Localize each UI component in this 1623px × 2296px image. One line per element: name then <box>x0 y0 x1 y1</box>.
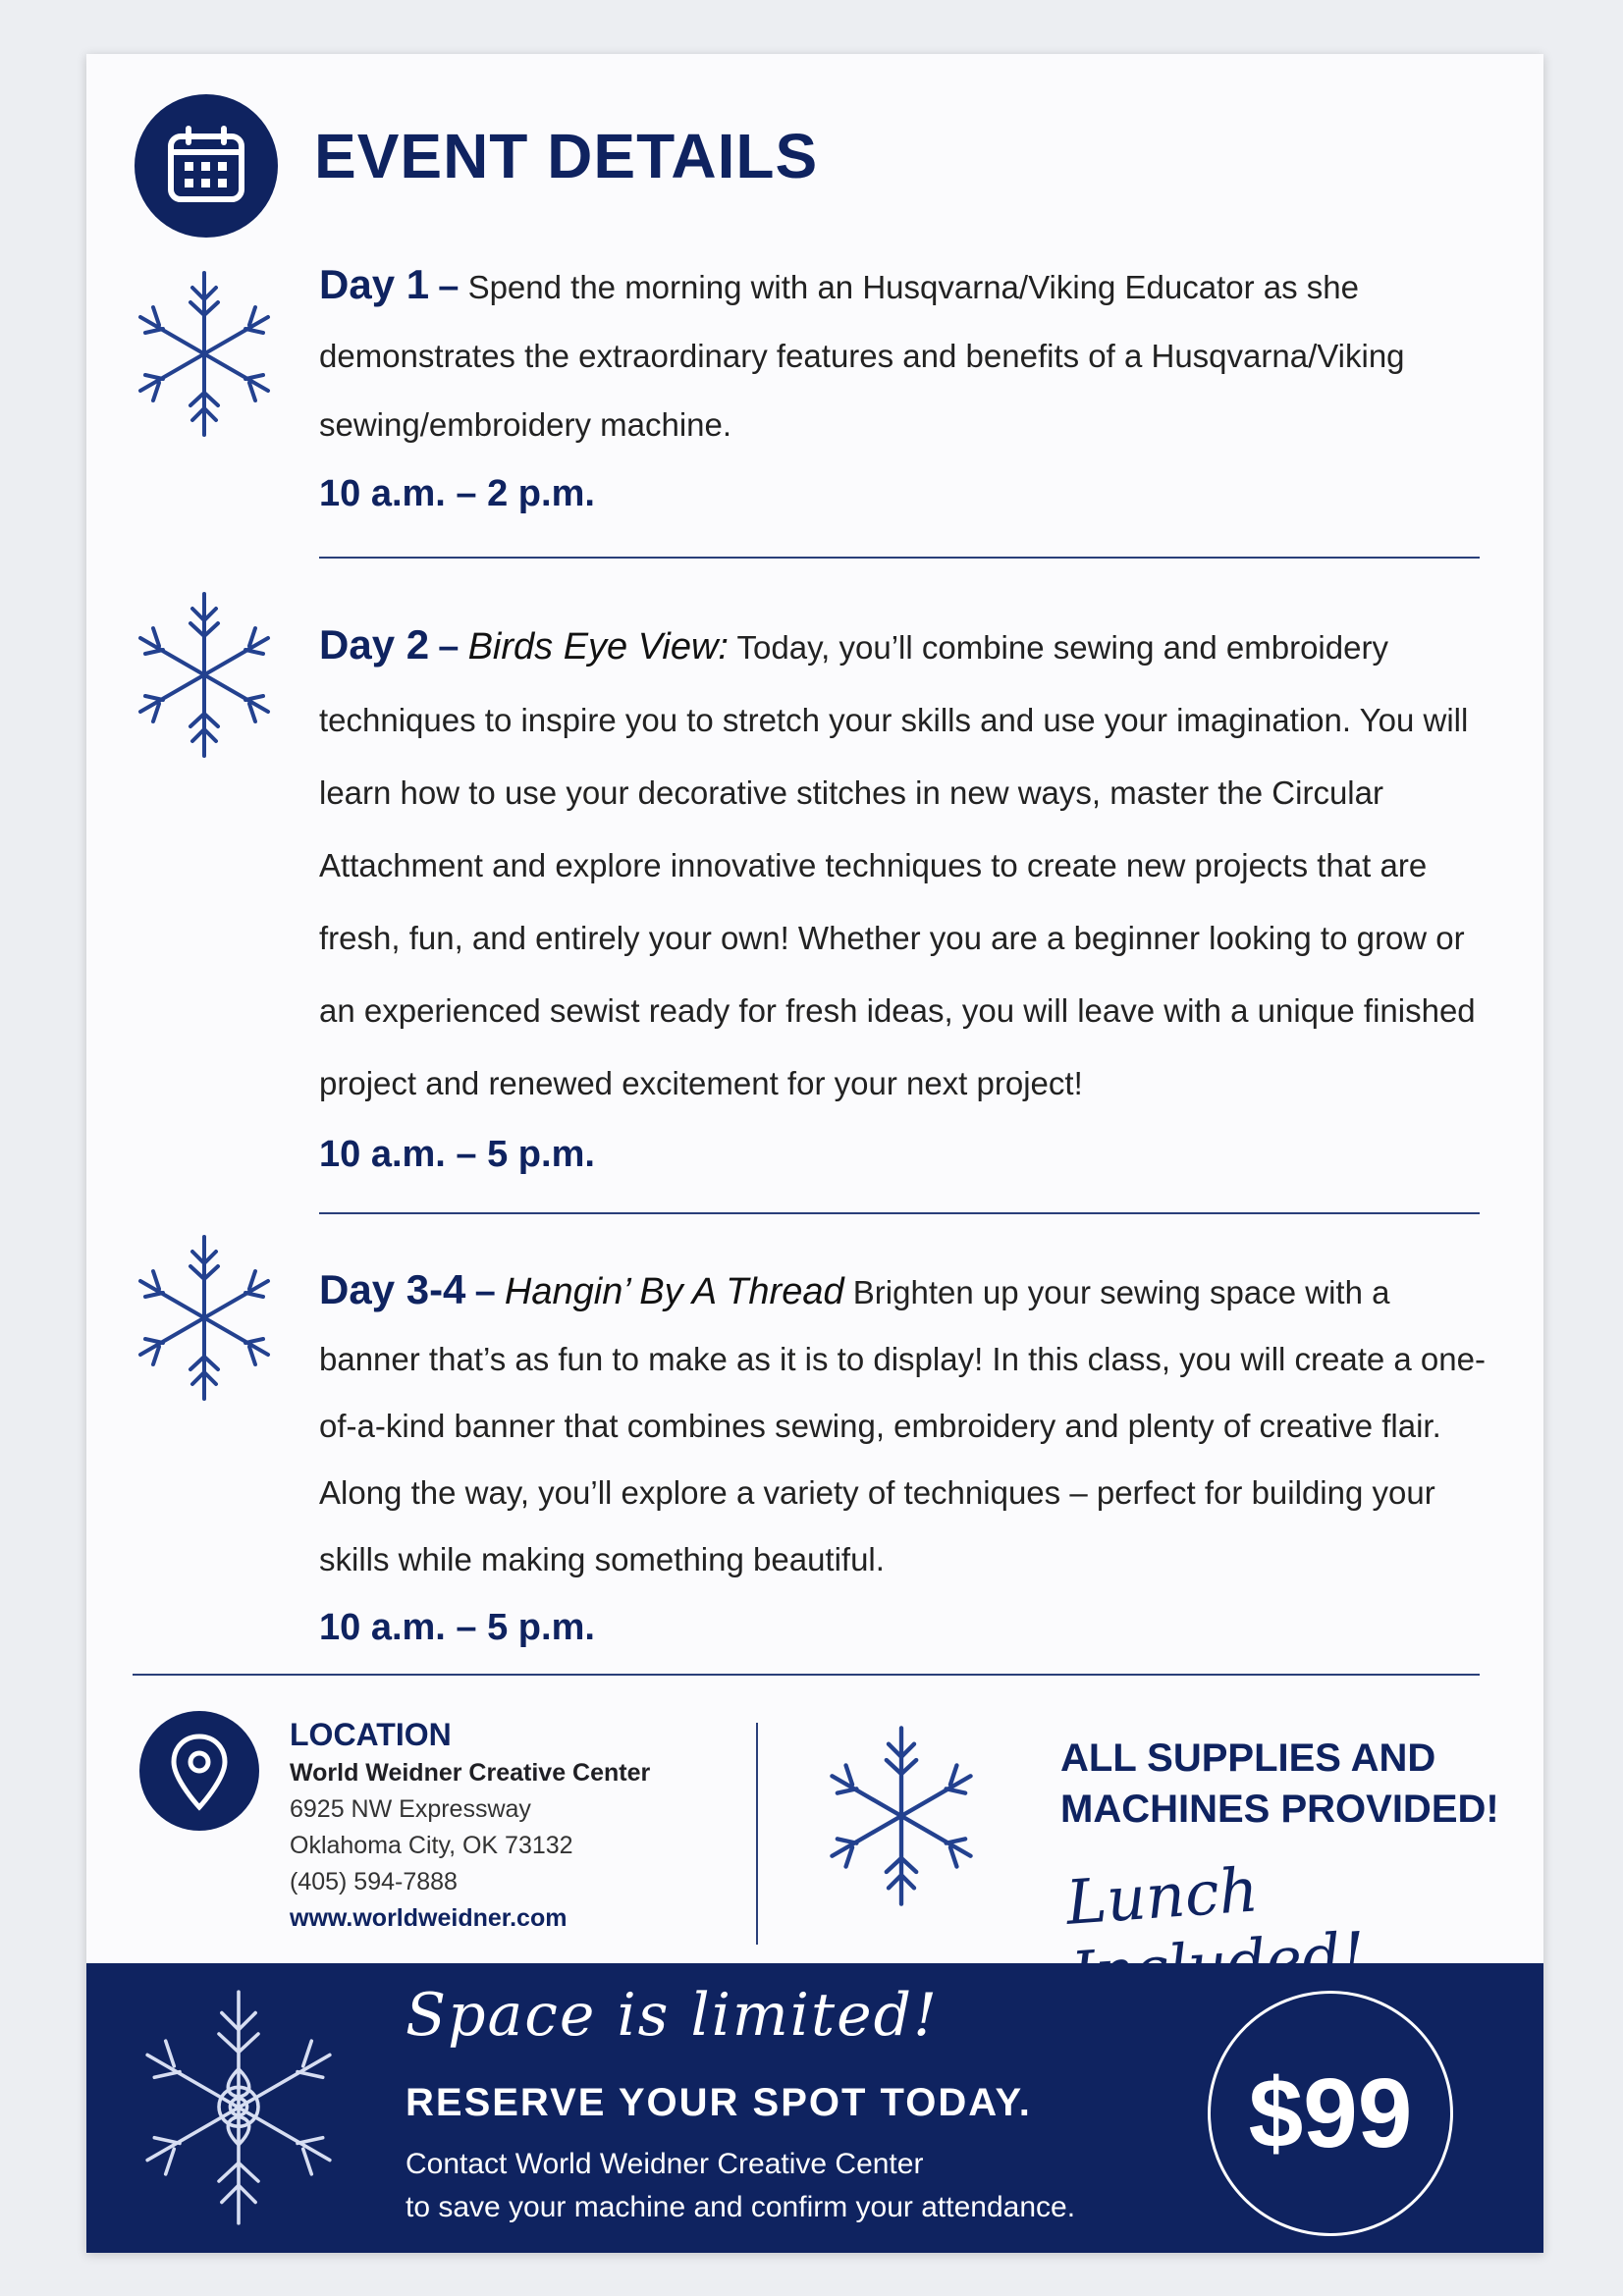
day-subtitle: Birds Eye View: <box>467 626 729 667</box>
day-time: 10 a.m. – 5 p.m. <box>319 1134 595 1175</box>
day-label: Day 3-4 <box>319 1266 466 1312</box>
day-label: Day 2 <box>319 621 430 667</box>
contact-text <box>406 2143 1075 2229</box>
supplies-line-2: MACHINES PROVIDED! <box>1060 1788 1499 1831</box>
day-label: Day 1 <box>319 261 430 307</box>
venue-website-link[interactable]: www.worldweidner.com <box>290 1904 568 1932</box>
price-value: $99 <box>1248 2058 1413 2168</box>
section-divider <box>133 1674 1480 1676</box>
price-badge <box>1208 1991 1453 2236</box>
supplies-notice <box>1060 1733 1499 1835</box>
location-heading: LOCATION <box>290 1717 452 1752</box>
calendar-icon <box>165 125 247 207</box>
snowflake-icon <box>135 589 273 761</box>
venue-city: Oklahoma City, OK 73132 <box>290 1832 573 1859</box>
space-limited-script: Space is limited! <box>406 1981 940 2050</box>
location-badge <box>139 1711 259 1831</box>
ornate-snowflake-icon <box>126 1985 352 2230</box>
section-divider <box>319 557 1480 559</box>
supplies-line-1: ALL SUPPLIES AND <box>1060 1736 1436 1780</box>
reservation-banner <box>86 1963 1543 2253</box>
page-title: EVENT DETAILS <box>314 121 819 191</box>
section-divider <box>319 1212 1480 1214</box>
day-description: Spend the morning with an Husqvarna/Viking Educator as she demonstrates the extraordinary features and benefits of a Husqvarna/Viking sewing/embroidery machine. <box>319 269 1405 443</box>
vertical-divider <box>756 1723 758 1945</box>
venue-name: World Weidner Creative Center <box>290 1759 651 1787</box>
day-2-section <box>319 609 1497 1176</box>
calendar-badge <box>135 94 278 238</box>
contact-line-1: Contact World Weidner Creative Center <box>406 2148 924 2180</box>
day-3-4-section <box>319 1256 1497 1649</box>
day-dash: – <box>474 1271 496 1312</box>
map-pin-icon <box>169 1733 230 1811</box>
day-description: Brighten up your sewing space with a banner that’s as fun to make as it is to display! In this class, you will create a one-of-a-kind banner that combines sewing, embroidery and plenty of creative flair. Along the way, you’ll explore a variety of techniques – perfect for building your skills while making something beautiful. <box>319 1274 1486 1577</box>
snowflake-icon <box>135 268 273 440</box>
reserve-heading: RESERVE YOUR SPOT TODAY. <box>406 2081 1032 2124</box>
day-description: Today, you’ll combine sewing and embroidery techniques to inspire you to stretch your skills and use your imagination. You will learn how to use your decorative stitches in new ways, master the Circular Attachment and explore innovative techniques to create new projects that are fresh, fun, and entirely your own! Whether you are a beginner looking to grow or an experienced sewist ready for fresh ideas, you will leave with a unique finished project and renewed excitement for your next project! <box>319 629 1476 1101</box>
snowflake-icon <box>818 1723 985 1909</box>
lunch-included-text: Lunch <box>1063 1853 1261 1939</box>
snowflake-icon <box>135 1232 273 1404</box>
day-dash: – <box>438 266 460 307</box>
day-1-section <box>319 250 1497 515</box>
venue-phone: (405) 594-7888 <box>290 1868 458 1896</box>
day-dash: – <box>438 626 460 667</box>
day-time: 10 a.m. – 2 p.m. <box>319 473 595 514</box>
venue-street: 6925 NW Expressway <box>290 1795 531 1823</box>
event-flyer <box>86 54 1543 2253</box>
location-block <box>290 1717 650 1933</box>
contact-line-2: to save your machine and confirm your attendance. <box>406 2191 1076 2223</box>
day-time: 10 a.m. – 5 p.m. <box>319 1607 595 1648</box>
day-subtitle: Hangin’ By A Thread <box>504 1271 844 1312</box>
